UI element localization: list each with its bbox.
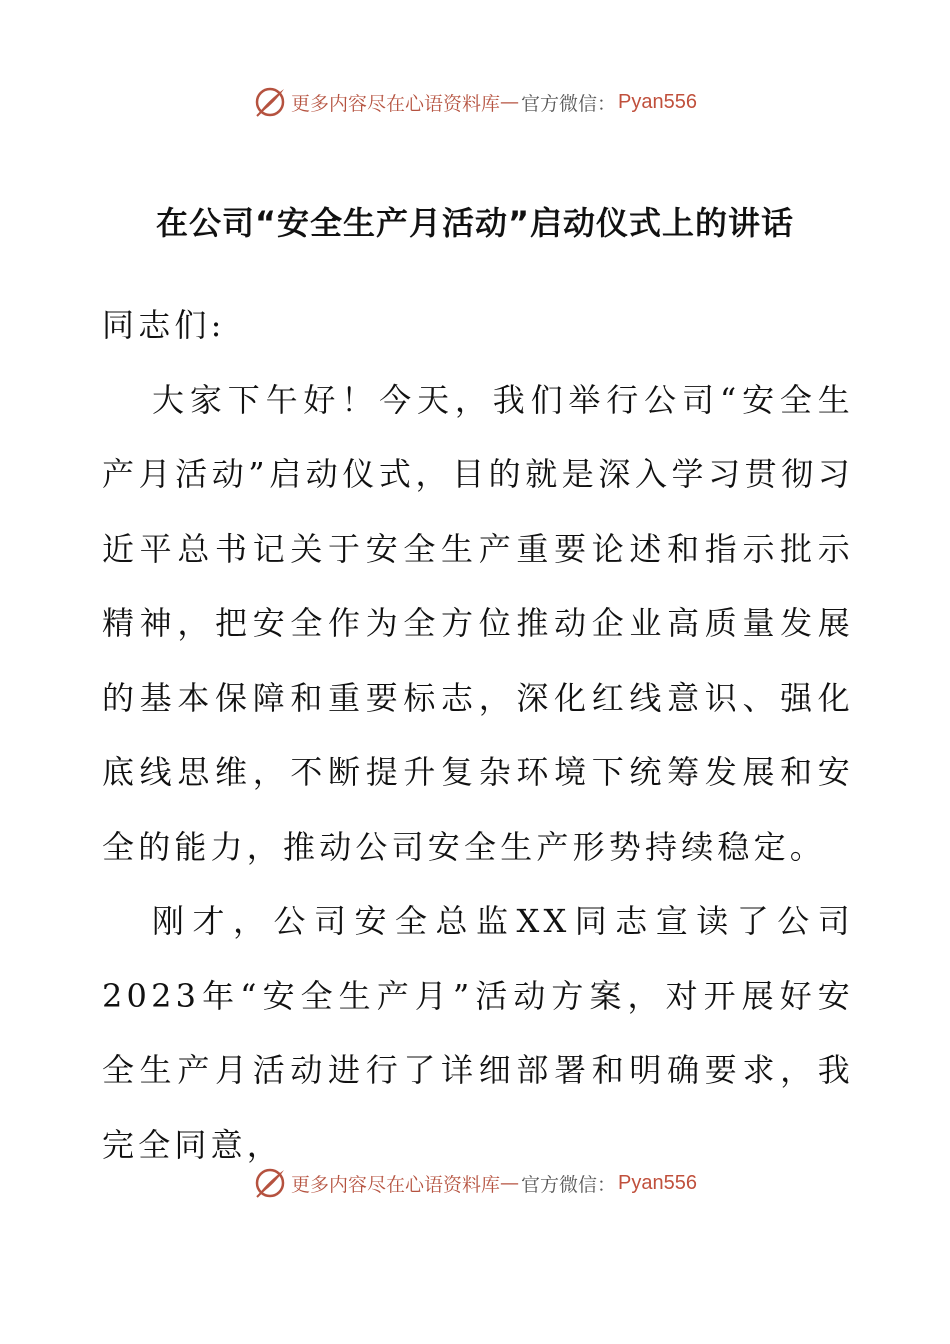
paragraph: 大家下午好！今天，我们举行公司“安全生产月活动”启动仪式，目的就是深入学习贯彻习近平总书记关于安全生产重要论述和指示批示精神，把安全作为全方位推动企业高质量发展的基本保障和重要标志，深化红线意识、强化底线思维，不断提升复杂环境下统筹发展和安全的能力，推动公司安全生产形势持续稳定。 [102,380,854,866]
banner-text: 更多内容尽在心语资料库 [291,1173,501,1196]
banner-wechat-label: 官方微信： [521,92,617,115]
watermark-banner-top [0,82,950,122]
quill-logo-icon [253,1166,287,1200]
banner-wechat-id: Pyan556 [618,1171,697,1194]
document-title: 在公司“安全生产月活动”启动仪式上的讲话 [155,204,795,242]
document-body [102,288,854,1182]
banner-separator: — [500,91,520,113]
banner-wechat-id: Pyan556 [618,90,697,113]
greeting: 同志们: [102,306,226,344]
paragraph: 刚才，公司安全总监XX同志宣读了公司2023年“安全生产月”活动方案，对开展好安全生产月活动进行了详细部署和明确要求，我完全同意， [102,902,854,1164]
banner-separator: — [500,1172,520,1194]
quill-logo-icon [253,85,287,119]
watermark-banner-bottom [0,1163,950,1203]
banner-text: 更多内容尽在心语资料库 [291,92,501,115]
banner-wechat-label: 官方微信： [521,1173,617,1196]
